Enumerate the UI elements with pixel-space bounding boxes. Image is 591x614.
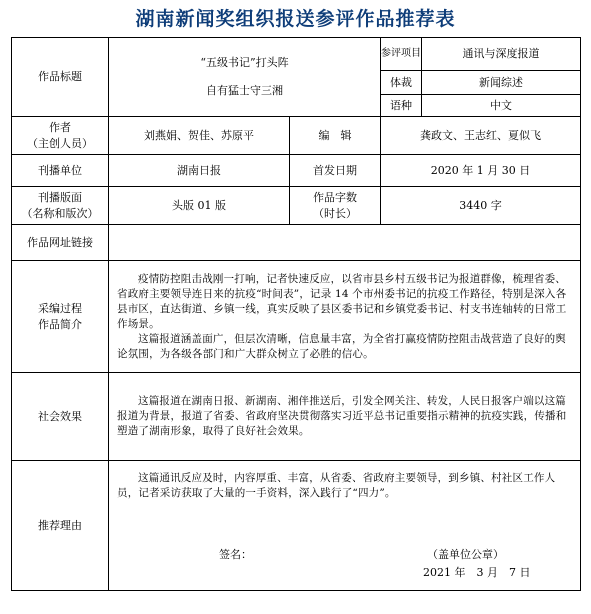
word-count-label bbox=[290, 187, 381, 225]
reason-label: 推荐理由 bbox=[12, 461, 109, 591]
first-date-value: 2020 年 1 月 30 日 bbox=[381, 155, 581, 187]
authors-label bbox=[12, 117, 109, 155]
first-date-label: 首发日期 bbox=[290, 155, 381, 187]
language-label: 语种 bbox=[381, 95, 422, 117]
page-slot-label-line2: （名称和版次） bbox=[21, 206, 99, 220]
page-slot-label bbox=[12, 187, 109, 225]
work-title-line2: 自有猛士守三湘 bbox=[206, 84, 283, 97]
sign-date: 2021 年 3 月 7 日 bbox=[423, 566, 531, 579]
recommendation-form bbox=[11, 37, 581, 591]
work-title-value bbox=[109, 38, 381, 117]
row-web-link bbox=[12, 225, 581, 261]
authors-value: 刘燕娟、贺佳、苏原平 bbox=[109, 117, 290, 155]
work-title-label: 作品标题 bbox=[12, 38, 109, 117]
authors-label-line1: 作者 bbox=[49, 120, 71, 134]
effect-label: 社会效果 bbox=[12, 373, 109, 461]
category-value: 通讯与深度报道 bbox=[422, 38, 581, 71]
process-paragraph-1: 疫情防控阻击战刚一打响，记者快速反应，以省市县乡村五级书记为报道群像，梳理省委、省政府主要领导连日来的抗疫“时间表”，记录 14 个市州委书记的抗疫工作路径，特别是深入各县市区，直达街道、乡镇一线，真实反映了县区委书记和乡镇党委书记、村支书连轴转的日常工作场景。 bbox=[117, 272, 567, 330]
row-page-slot bbox=[12, 187, 581, 225]
authors-label-line2: （主创人员） bbox=[27, 136, 93, 150]
web-link-label: 作品网址链接 bbox=[12, 225, 109, 261]
effect-paragraph-1: 这篇报道在湖南日报、新湖南、湘伴推送后，引发全网关注、转发，人民日报客户端以这篇报道为背景，报道了省委、省政府坚决贯彻落实习近平总书记重要指示精神的抗疫实践，传播和塑造了湖南形象，取得了良好社会效果。 bbox=[117, 395, 567, 437]
row-effect bbox=[12, 373, 581, 461]
work-title-line1: “五级书记”打头阵 bbox=[200, 56, 289, 69]
publisher-value: 湖南日报 bbox=[109, 155, 290, 187]
editors-value: 龚政文、王志红、夏似飞 bbox=[381, 117, 581, 155]
process-label-line2: 作品简介 bbox=[38, 317, 82, 331]
row-reason bbox=[12, 461, 581, 591]
publisher-label: 刊播单位 bbox=[12, 155, 109, 187]
genre-value: 新闻综述 bbox=[422, 71, 581, 95]
reason-paragraph-1: 这篇通讯反应及时，内容厚重、丰富，从省委、省政府主要领导，到乡镇、村社区工作人员，记者采访获取了大量的一手资料，深入践行了“四力”。 bbox=[117, 472, 556, 499]
row-publisher bbox=[12, 155, 581, 187]
word-count-value: 3440 字 bbox=[381, 187, 581, 225]
process-text bbox=[109, 261, 581, 373]
process-label bbox=[12, 261, 109, 373]
language-value: 中文 bbox=[422, 95, 581, 117]
row-process bbox=[12, 261, 581, 373]
word-count-label-line2: （时长） bbox=[313, 206, 357, 220]
category-label: 参评项目 bbox=[381, 38, 422, 71]
reason-cell bbox=[109, 461, 581, 591]
editors-label: 编 辑 bbox=[290, 117, 381, 155]
word-count-label-line1: 作品字数 bbox=[313, 190, 357, 204]
sign-label: 签名： bbox=[219, 548, 252, 561]
page-slot-value: 头版 01 版 bbox=[109, 187, 290, 225]
row-category bbox=[12, 38, 581, 71]
row-authors bbox=[12, 117, 581, 155]
process-label-line1: 采编过程 bbox=[38, 301, 82, 315]
form-title: 湖南新闻奖组织报送参评作品推荐表 bbox=[135, 8, 456, 30]
process-paragraph-2: 这篇报道涵盖面广，但层次清晰，信息量丰富，为全省打赢疫情防控阻击战营造了良好的舆论氛围，为各级各部门和广大群众树立了必胜的信心。 bbox=[117, 332, 566, 360]
web-link-value bbox=[109, 225, 581, 261]
page-slot-label-line1: 刊播版面 bbox=[38, 190, 82, 204]
effect-text bbox=[109, 373, 581, 461]
seal-label: （盖单位公章） bbox=[427, 548, 504, 561]
genre-label: 体裁 bbox=[381, 71, 422, 95]
